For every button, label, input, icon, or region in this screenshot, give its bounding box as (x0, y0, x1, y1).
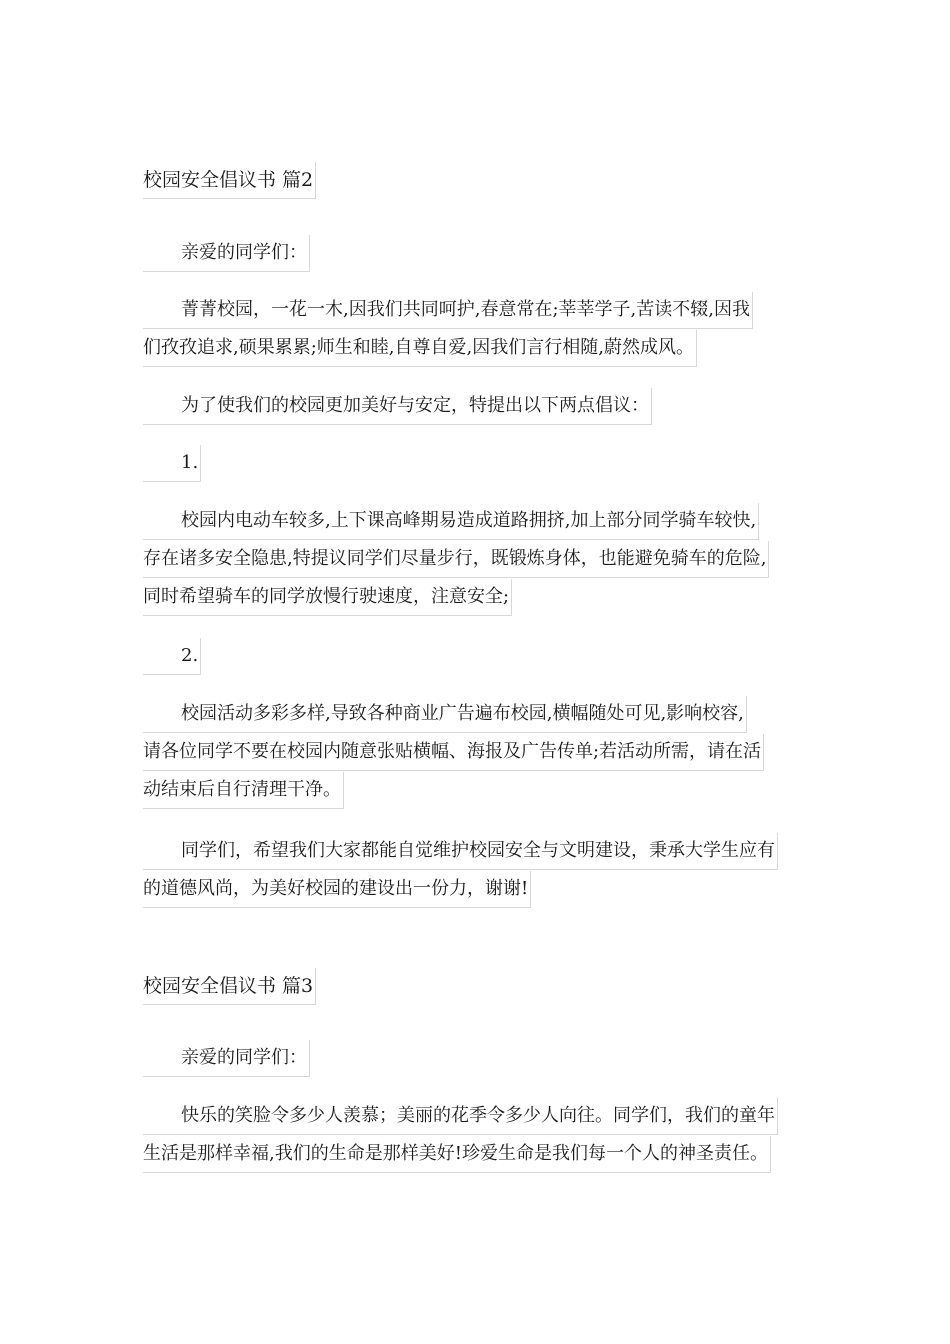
paragraph-line: 同学们，希望我们大家都能自觉维护校园安全与文明建设，秉承大学生应有 (143, 833, 778, 870)
paragraph (143, 387, 652, 425)
greeting (143, 1039, 310, 1077)
paragraph-line: 校园内电动车较多,上下课高峰期易造成道路拥挤,加上部分同学骑车较快, (143, 503, 759, 540)
paragraph-line: 菁菁校园，一花一木,因我们共同呵护,春意常在;莘莘学子,苦读不辍,因我 (143, 292, 753, 329)
heading-text: 校园安全倡议书 篇2 (143, 162, 316, 199)
section-heading (143, 967, 316, 1005)
paragraph (143, 502, 769, 616)
paragraph-line: 们孜孜追求,硕果累累;师生和睦,自尊自爱,因我们言行相随,蔚然成风。 (143, 330, 697, 367)
paragraph-line: 存在诸多安全隐患,特提议同学们尽量步行，既锻炼身体，也能避免骑车的危险, (143, 541, 769, 578)
paragraph-line: 生活是那样幸福,我们的生命是那样美好!珍爱生命是我们每一个人的神圣责任。 (143, 1136, 771, 1173)
paragraph-line: 的道德风尚，为美好校园的建设出一份力，谢谢! (143, 871, 531, 908)
section-heading (143, 161, 316, 199)
greeting-text: 亲爱的同学们： (143, 1040, 310, 1077)
paragraph (143, 1097, 778, 1173)
paragraph-line: 请各位同学不要在校园内随意张贴横幅、海报及广告传单;若活动所需，请在活 (143, 734, 764, 771)
paragraph (143, 695, 764, 809)
list-number-text: 1. (143, 445, 201, 482)
greeting (143, 234, 310, 272)
greeting-text: 亲爱的同学们： (143, 235, 310, 272)
paragraph-line: 校园活动多彩多样,导致各种商业广告遍布校园,横幅随处可见,影响校容, (143, 696, 747, 733)
paragraph-line: 同时希望骑车的同学放慢行驶速度，注意安全; (143, 579, 512, 616)
heading-text: 校园安全倡议书 篇3 (143, 968, 316, 1005)
paragraph-line: 快乐的笑脸令多少人羡慕；美丽的花季令多少人向往。同学们，我们的童年 (143, 1098, 778, 1135)
list-number-text: 2. (143, 638, 201, 675)
paragraph-line: 动结束后自行清理干净。 (143, 772, 344, 809)
paragraph (143, 291, 753, 367)
paragraph (143, 832, 778, 908)
list-number (143, 444, 201, 482)
paragraph-line: 为了使我们的校园更加美好与安定，特提出以下两点倡议： (143, 388, 652, 425)
list-number (143, 637, 201, 675)
